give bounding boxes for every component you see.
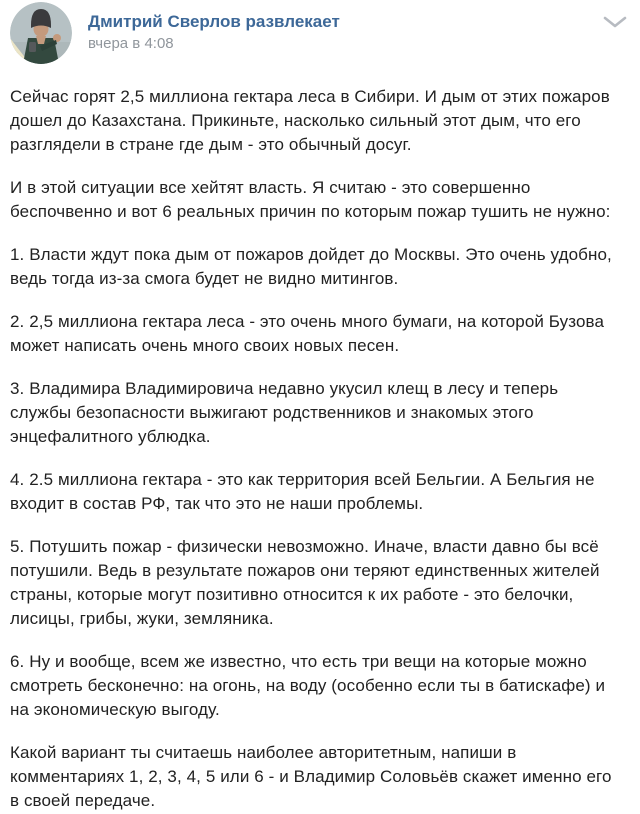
- post-header: [0, 0, 640, 66]
- post-paragraph: 2. 2,5 миллиона гектара леса - это очень много бумаги, на которой Бузова может написать очень много своих новых песен.: [10, 312, 605, 355]
- post-paragraph: Сейчас горят 2,5 миллиона гектара леса в Сибири. И дым от этих пожаров дошел до Казахстана. Прикиньте, насколько сильный этот дым, что его разглядели в стране где дым - это обычный досуг.: [10, 87, 610, 154]
- post-paragraph: 5. Потушить пожар - физически невозможно. Иначе, власти давно бы всё потушили. Ведь в результате пожаров они теряют единственных жителей страны, которые могут позитивно относится к их работе - это белочки, лисицы, грибы, жуки, земляника.: [10, 537, 600, 628]
- post-paragraph: Какой вариант ты считаешь наиболее авторитетным, напиши в комментариях 1, 2, 3, 4, 5 или 6 - и Владимир Соловьёв скажет именно его в своей передаче.: [10, 743, 612, 810]
- post-paragraph: 6. Ну и вообще, всем же известно, что есть три вещи на которые можно смотреть бесконечно: на огонь, на воду (особенно если ты в батискафе) и на экономическую выгоду.: [10, 652, 606, 719]
- post-paragraph: 1. Власти ждут пока дым от пожаров дойдет до Москвы. Это очень удобно, ведь тогда из-за смога будет не видно митингов.: [10, 245, 612, 288]
- post-body: [0, 66, 640, 813]
- author-name-link[interactable]: Дмитрий Сверлов развлекает: [88, 12, 340, 31]
- chevron-down-icon: [602, 15, 628, 32]
- post-timestamp[interactable]: вчера в 4:08: [88, 35, 174, 52]
- post-paragraph: И в этой ситуации все хейтят власть. Я считаю - это совершенно беспочвенно и вот 6 реальных причин по которым пожар тушить не нужно:: [10, 178, 611, 221]
- post-paragraph: 3. Владимира Владимировича недавно укусил клещ в лесу и теперь службы безопасности выжигают родственников и знакомых этого энцефалитного ублюдка.: [10, 379, 559, 446]
- post-menu-button[interactable]: [598, 10, 632, 36]
- author-block: [88, 2, 630, 53]
- avatar-photo-icon: [10, 2, 72, 64]
- avatar[interactable]: [10, 2, 72, 64]
- post-paragraph: 4. 2.5 миллиона гектара - это как территория всей Бельгии. А Бельгия не входит в состав РФ, так что это не наши проблемы.: [10, 470, 595, 513]
